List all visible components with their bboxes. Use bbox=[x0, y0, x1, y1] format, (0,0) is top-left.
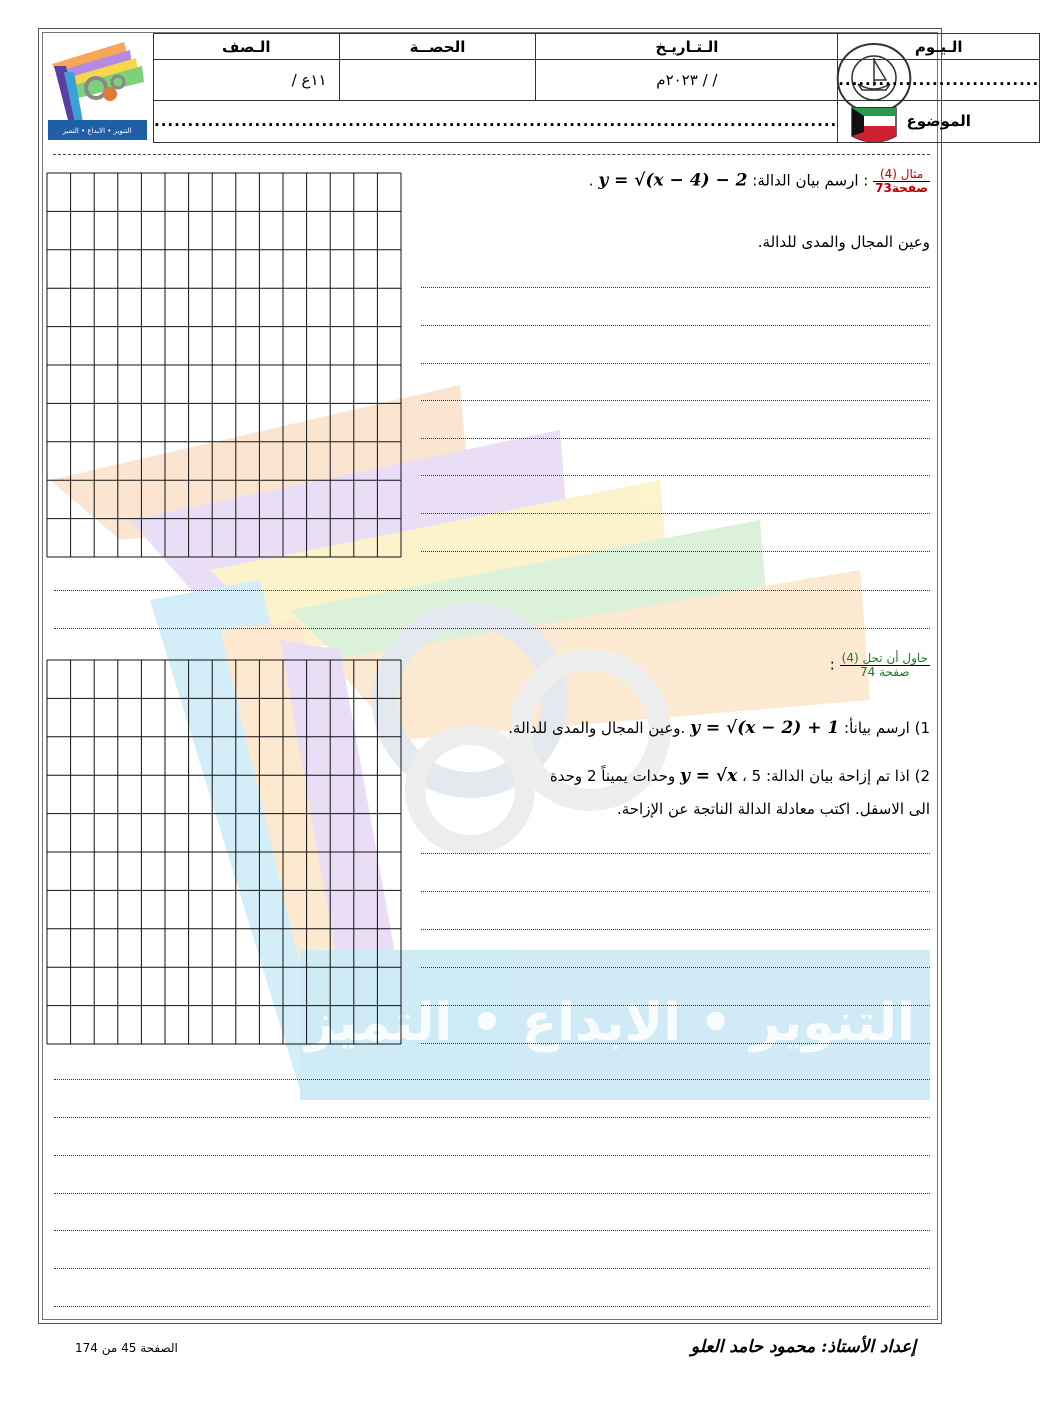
try-number: حاول أن تحل (4) bbox=[841, 651, 928, 665]
answer-line[interactable] bbox=[54, 628, 930, 629]
date-label: الـتـاريـخ bbox=[536, 34, 838, 60]
question-2-line2: الى الاسفل. اكتب معادلة الدالة الناتجة عن الإزاحة. bbox=[616, 800, 930, 818]
answer-line[interactable] bbox=[54, 1155, 930, 1156]
graph-grid-1[interactable] bbox=[46, 172, 402, 558]
example-page: صفحة73 bbox=[875, 180, 928, 195]
example-number: مثال (4) bbox=[873, 168, 930, 182]
q1-suffix: .وعين المجال والمدى للدالة. bbox=[508, 719, 686, 737]
answer-line[interactable] bbox=[421, 853, 930, 854]
header-separator bbox=[53, 154, 930, 155]
q2-suffix: ، 5 وحدات يميناً 2 وحدة bbox=[549, 767, 762, 785]
answer-line[interactable] bbox=[421, 891, 930, 892]
q1-prefix: 1) ارسم بيانأ: bbox=[844, 719, 930, 737]
page-number: الصفحة 45 من 174 bbox=[75, 1341, 178, 1355]
q2-prefix: 2) اذا تم إزاحة بيان الدالة: bbox=[765, 767, 930, 785]
example-equation: y = √(x − 4) − 2 bbox=[598, 170, 748, 191]
example-heading: $\frac{\text{مثال (4)}}{\text{صفحة73}}$ : ارسم بيان الدالة: y = √(x − 4) − 2 . bbox=[588, 167, 928, 195]
header-table bbox=[153, 33, 1040, 143]
try-page: صفحة 74 bbox=[860, 664, 910, 679]
answer-line[interactable] bbox=[421, 513, 930, 514]
example-label bbox=[873, 168, 930, 194]
answer-line[interactable] bbox=[421, 325, 930, 326]
day-value[interactable]: .............................. bbox=[838, 60, 1040, 100]
answer-line[interactable] bbox=[421, 438, 930, 439]
answer-line[interactable] bbox=[421, 400, 930, 401]
answer-line[interactable] bbox=[54, 1230, 930, 1231]
class-value[interactable]: ١١ع / bbox=[154, 60, 340, 100]
answer-line[interactable] bbox=[421, 475, 930, 476]
example-instruction: : ارسم بيان الدالة: bbox=[752, 171, 869, 190]
q1-equation: y = √(x − 2) + 1 bbox=[690, 718, 840, 738]
answer-line[interactable] bbox=[421, 1043, 930, 1044]
answer-line[interactable] bbox=[54, 1117, 930, 1118]
graph-grid-2[interactable] bbox=[46, 659, 402, 1045]
answer-line[interactable] bbox=[54, 590, 930, 591]
example-line2: وعين المجال والمدى للدالة. bbox=[757, 233, 930, 251]
day-label: الـيـوم bbox=[838, 34, 1040, 60]
date-value[interactable]: / / ٢٠٢٣م bbox=[536, 60, 838, 100]
answer-line[interactable] bbox=[54, 1268, 930, 1269]
watermark-text: التنوير • الابداع • التميز bbox=[305, 993, 915, 1053]
author-credit: إعداد الأستاذ: محمود حامد العلو bbox=[690, 1337, 916, 1357]
answer-line[interactable] bbox=[421, 551, 930, 552]
answer-line[interactable] bbox=[421, 1005, 930, 1006]
try-label bbox=[840, 652, 930, 678]
class-label: الـصف bbox=[154, 34, 340, 60]
answer-line[interactable] bbox=[54, 1193, 930, 1194]
answer-line[interactable] bbox=[54, 1306, 930, 1307]
question-2 bbox=[550, 766, 930, 786]
topic-label: الموضوع bbox=[838, 100, 1040, 142]
question-1 bbox=[508, 718, 930, 738]
answer-line[interactable] bbox=[421, 363, 930, 364]
try-heading: $\frac{\text{حاول أن تحل (4)}}{\text{صفحة 74}}$ : bbox=[829, 651, 928, 679]
period-value[interactable] bbox=[339, 60, 536, 100]
answer-line[interactable] bbox=[421, 929, 930, 930]
q2-equation: y = √x bbox=[679, 766, 738, 786]
logo-text: التنوير • الابداع • التميز bbox=[62, 127, 132, 135]
answer-line[interactable] bbox=[421, 967, 930, 968]
school-logo bbox=[46, 36, 149, 144]
topic-value[interactable]: ...................................................................................................... bbox=[154, 100, 838, 142]
answer-line[interactable] bbox=[421, 287, 930, 288]
period-label: الحصــة bbox=[339, 34, 536, 60]
answer-line[interactable] bbox=[54, 1079, 930, 1080]
